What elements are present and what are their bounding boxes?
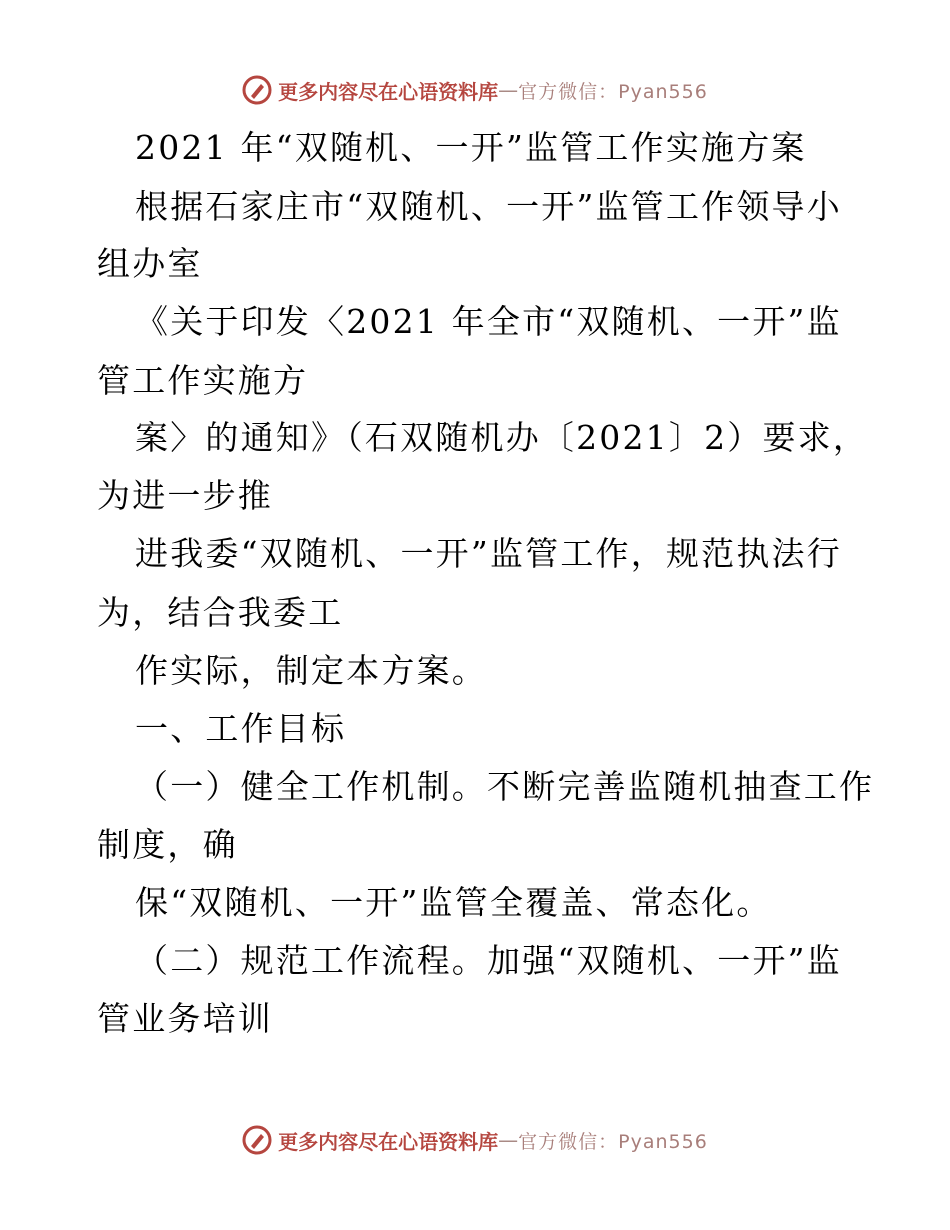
pen-nib-logo-icon <box>242 1125 272 1155</box>
watermark-site-text: 更多内容尽在心语资料库 <box>278 79 499 104</box>
paragraph-line: 为，结合我委工 <box>97 593 344 632</box>
paragraph-line: 案〉的通知》（石双随机办〔2021〕2）要求， <box>135 418 869 457</box>
paragraph-line: 为进一步推 <box>97 476 273 515</box>
header-watermark <box>0 72 950 108</box>
paragraph-line: 《关于印发〈2021 年全市“双随机、一开”监 <box>135 302 842 341</box>
paragraph-line: （二）规范工作流程。加强“双随机、一开”监 <box>135 941 842 980</box>
watermark-contact-text: 官方微信：Pyan556 <box>518 1130 708 1153</box>
paragraph-line: （一）健全工作机制。不断完善监随机抽查工作 <box>135 767 875 806</box>
paragraph-line: 保“双随机、一开”监管全覆盖、常态化。 <box>135 883 772 922</box>
footer-watermark <box>0 1122 950 1158</box>
paragraph-line: 管工作实施方 <box>97 361 309 400</box>
paragraph-line: 管业务培训 <box>97 999 273 1038</box>
watermark-dash: — <box>498 1128 519 1152</box>
paragraph-line: 根据石家庄市“双随机、一开”监管工作领导小 <box>135 187 842 226</box>
section-heading: 一、工作目标 <box>135 709 347 748</box>
watermark-dash: — <box>498 78 519 102</box>
document-title: 2021 年“双随机、一开”监管工作实施方案 <box>135 128 807 167</box>
paragraph-line: 作实际，制定本方案。 <box>135 651 487 690</box>
paragraph-line: 进我委“双随机、一开”监管工作，规范执法行 <box>135 534 842 573</box>
watermark-contact-text: 官方微信：Pyan556 <box>518 80 708 103</box>
paragraph-line: 组办室 <box>97 244 203 283</box>
pen-nib-logo-icon <box>242 75 272 105</box>
watermark-site-text: 更多内容尽在心语资料库 <box>278 1129 499 1154</box>
paragraph-line: 制度，确 <box>97 825 238 864</box>
